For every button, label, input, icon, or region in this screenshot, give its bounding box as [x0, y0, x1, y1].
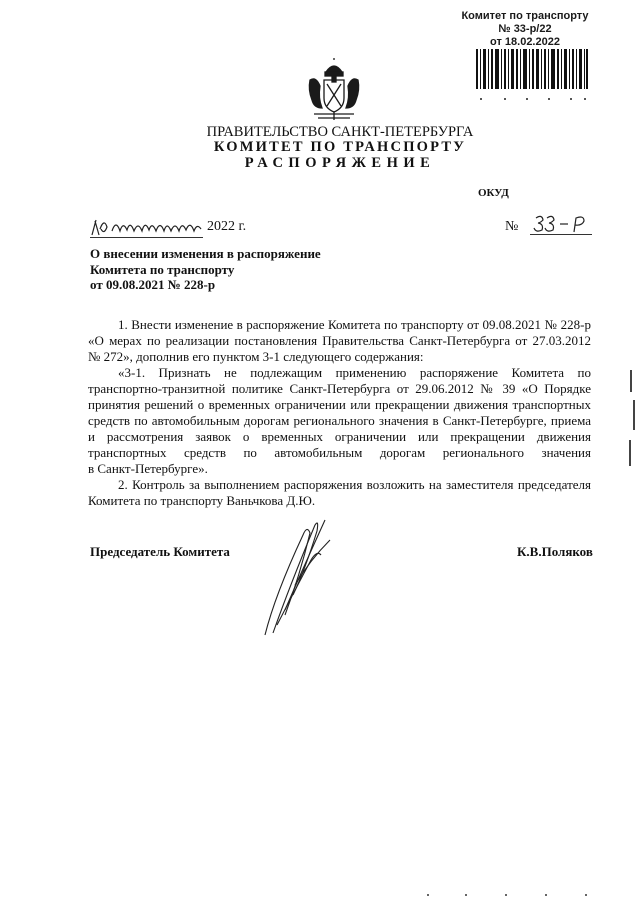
subject-line-1: О внесении изменения в распоряжение — [90, 246, 321, 261]
paragraph-3: 2. Контроль за выполнением распоряжения возложить на заместителя председателя Комитета по транспорту Ваньчкова Д.Ю. — [88, 477, 591, 508]
paragraph-1: 1. Внести изменение в распоряжение Комитета по транспорту от 09.08.2021 № 228-р «О мерах по реализации постановления Правительства Санкт-Петербурга от 27.03.2012 № 272», дополнив его пунктом 3-1 следующего содержания: — [88, 317, 591, 364]
stamp-number: № 33-р/22 — [498, 23, 552, 35]
coat-of-arms-emblem — [306, 58, 362, 122]
handwritten-number — [530, 212, 592, 235]
handwritten-signature — [255, 515, 335, 640]
paragraph-2-end: в Санкт-Петербурге». — [88, 461, 208, 476]
signatory-position: Председатель Комитета — [90, 544, 230, 559]
scan-bottom-dots — [425, 893, 595, 897]
committee-title: КОМИТЕТ ПО ТРАНСПОРТУ — [213, 139, 467, 155]
stamp-date: от 18.02.2022 — [490, 36, 560, 48]
stamp-committee: Комитет по транспорту — [461, 10, 589, 22]
scan-dots — [478, 97, 588, 101]
signatory-name: К.В.Поляков — [517, 544, 593, 559]
number-prefix: № — [505, 219, 519, 234]
document-subject — [90, 246, 321, 293]
document-body — [88, 317, 591, 509]
paragraph-2: «3-1. Признать не подлежащим применению распоряжение Комитета по транспортно-транзитной политике Санкт-Петербурга от 29.06.2012 № 39 «О Порядке принятия решений о временных ограничении или прекращении движения транспортных средств по автомобильным дорогам регионального значения в Санкт-Петербурге, приема и рассмотрения заявок о временных ограничении или прекращении движения транспортных средств по автомобильным дорогам регионального значения — [88, 365, 591, 460]
subject-line-2: Комитета по транспорту — [90, 261, 235, 277]
scan-edge-marks — [624, 360, 638, 480]
subject-line-3: от 09.08.2021 № 228-р — [90, 277, 216, 292]
government-title: ПРАВИТЕЛЬСТВО САНКТ-ПЕТЕРБУРГА — [206, 124, 474, 140]
barcode — [476, 49, 588, 89]
document-date — [90, 215, 290, 237]
date-year: 2022 г. — [207, 219, 247, 234]
okud-label: ОКУД — [478, 187, 509, 199]
registration-stamp — [455, 10, 595, 49]
handwritten-date-signature — [90, 215, 203, 238]
document-type: РАСПОРЯЖЕНИЕ — [244, 155, 436, 171]
